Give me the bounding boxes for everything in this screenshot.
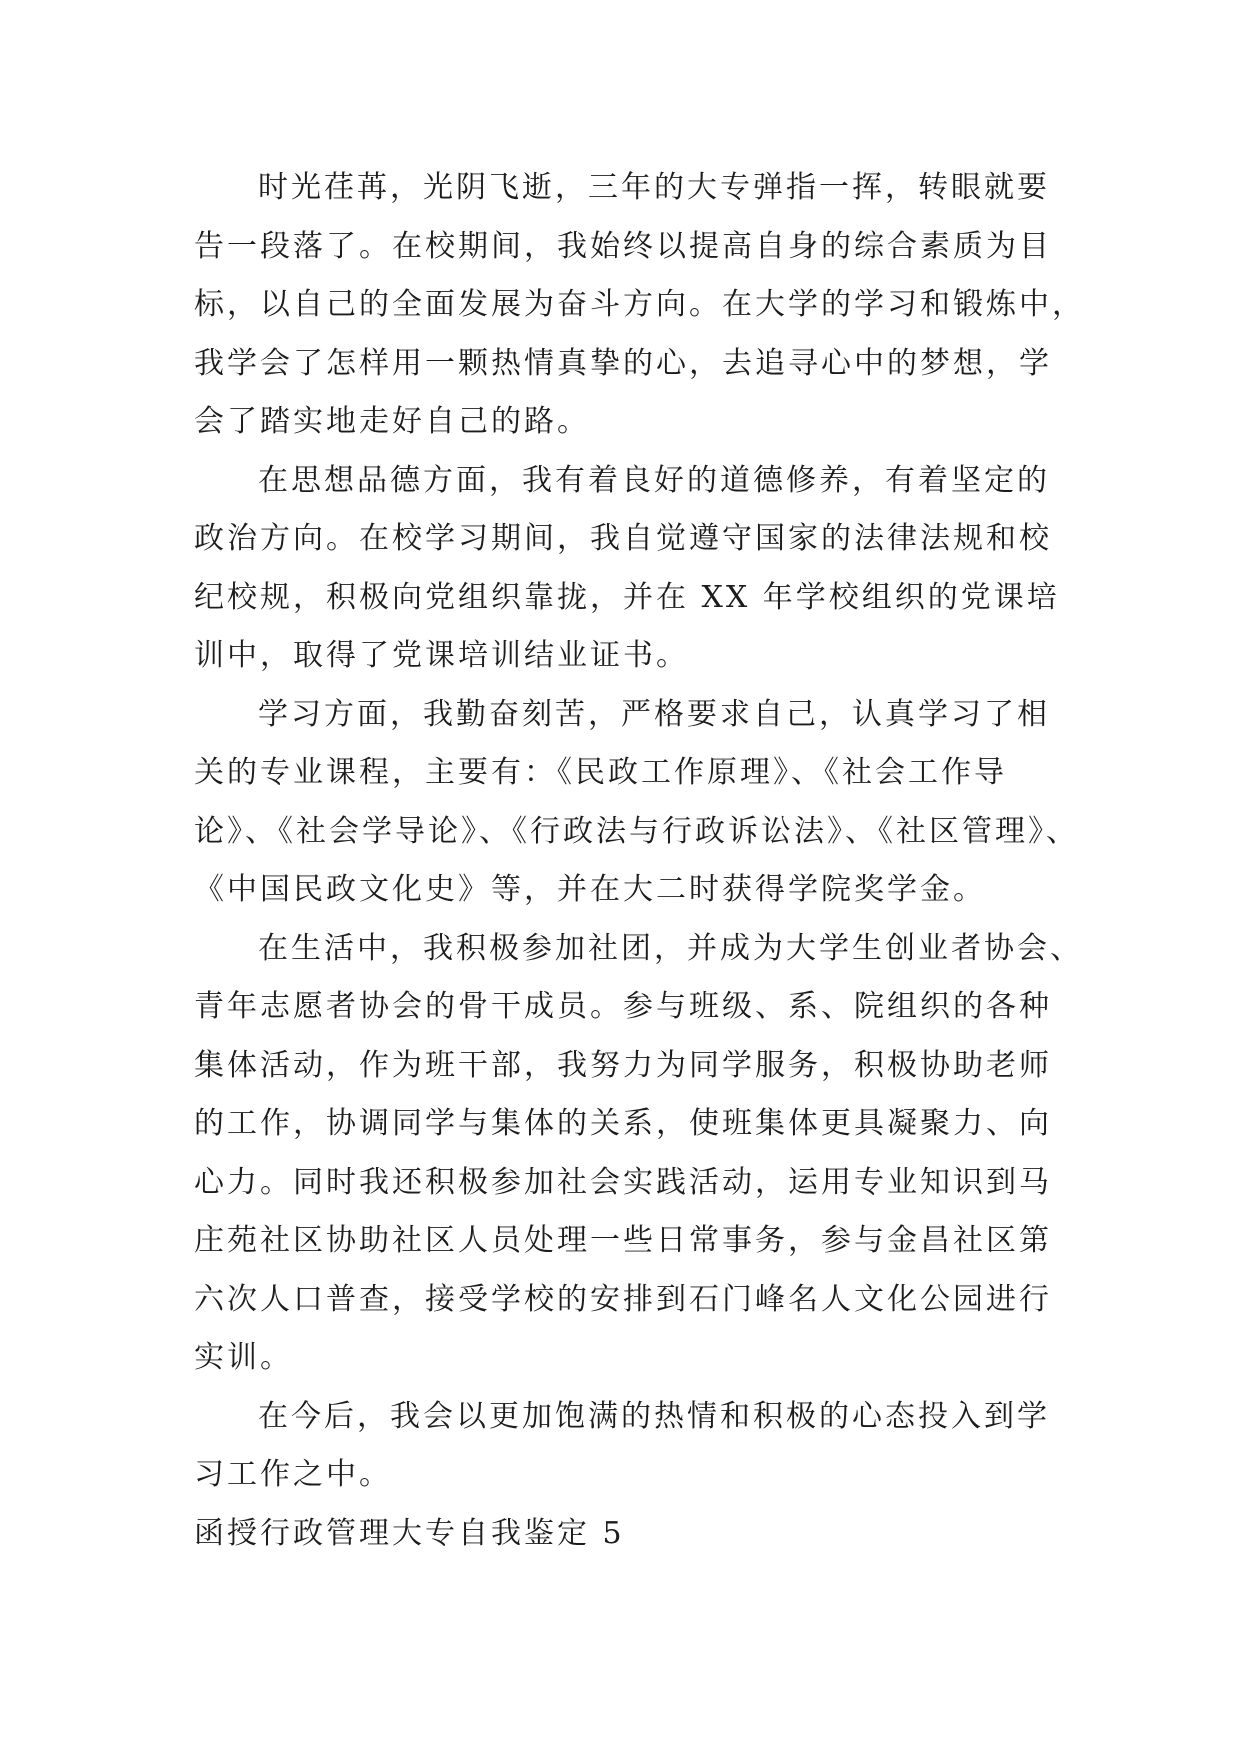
paragraph-line: 《中国民政文化史》等，并在大二时获得学院奖学金。 bbox=[194, 872, 986, 907]
paragraph-line: 时光荏苒，光阴飞逝，三年的大专弹指一挥，转眼就要 bbox=[258, 170, 1050, 205]
paragraph-line: 会了踏实地走好自己的路。 bbox=[194, 404, 590, 439]
paragraph bbox=[194, 920, 1194, 1388]
paragraph bbox=[194, 1388, 1194, 1505]
paragraph-line: 在生活中，我积极参加社团，并成为大学生创业者协会、 bbox=[258, 930, 1083, 966]
paragraph-line: 习工作之中。 bbox=[194, 1457, 392, 1492]
paragraph-line: 在思想品德方面，我有着良好的道德修养，有着坚定的 bbox=[258, 462, 1050, 498]
paragraph-line: 关的专业课程，主要有：《民政工作原理》、《社会工作导 bbox=[194, 755, 1007, 790]
paragraph-line: 实训。 bbox=[194, 1340, 293, 1375]
document-body bbox=[194, 159, 1194, 1563]
paragraph-line: 青年志愿者协会的骨干成员。参与班级、系、院组织的各种 bbox=[194, 989, 1052, 1024]
section-heading: 函授行政管理大专自我鉴定 5 bbox=[194, 1515, 625, 1551]
paragraph-line: 集体活动，作为班干部，我努力为同学服务，积极协助老师 bbox=[194, 1047, 1052, 1083]
paragraph-line: 的工作，协调同学与集体的关系，使班集体更具凝聚力、向 bbox=[194, 1106, 1052, 1141]
paragraph-line: 六次人口普查，接受学校的安排到石门峰名人文化公园进行 bbox=[194, 1281, 1052, 1317]
paragraph-line: 纪校规，积极向党组织靠拢，并在 XX 年学校组织的党课培 bbox=[194, 579, 1060, 615]
paragraph bbox=[194, 452, 1194, 686]
paragraph-line: 在今后，我会以更加饱满的热情和积极的心态投入到学 bbox=[258, 1398, 1050, 1434]
paragraph-line: 庄苑社区协助社区人员处理一些日常事务，参与金昌社区第 bbox=[194, 1223, 1052, 1258]
paragraph-line: 学习方面，我勤奋刻苦，严格要求自己，认真学习了相 bbox=[258, 696, 1050, 732]
paragraph-line: 论》、《社会学导论》、《行政法与行政诉讼法》、《社区管理》、 bbox=[194, 813, 1079, 849]
paragraph bbox=[194, 686, 1194, 920]
paragraph-line: 政治方向。在校学习期间，我自觉遵守国家的法律法规和校 bbox=[194, 521, 1052, 556]
paragraph-line: 告一段落了。在校期间，我始终以提高自身的综合素质为目 bbox=[194, 228, 1052, 264]
paragraph-line: 训中，取得了党课培训结业证书。 bbox=[194, 638, 689, 673]
paragraph-line: 标，以自己的全面发展为奋斗方向。在大学的学习和锻炼中， bbox=[194, 287, 1085, 322]
paragraph-line: 我学会了怎样用一颗热情真挚的心，去追寻心中的梦想，学 bbox=[194, 345, 1052, 381]
paragraph bbox=[194, 159, 1194, 452]
paragraph-line: 心力。同时我还积极参加社会实践活动，运用专业知识到马 bbox=[194, 1164, 1052, 1200]
